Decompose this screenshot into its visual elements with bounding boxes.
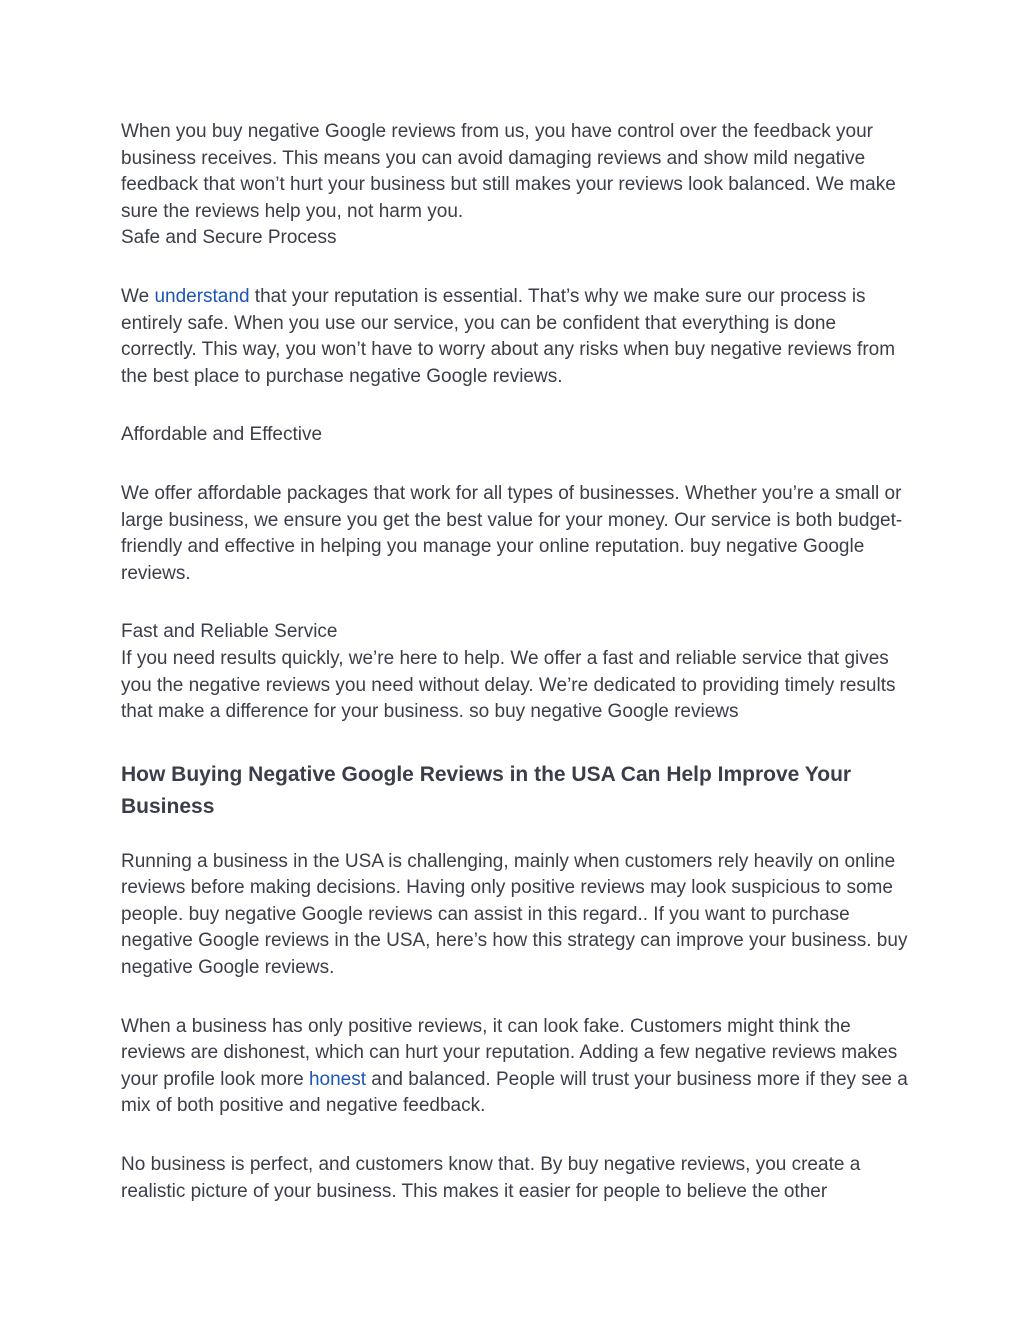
paragraph-text: that your reputation is essential. That’s why we make sure our process is entirely safe. When you use our service, you can be confident that everything is done correctly. This way, you won’t have to worry about any risks when buy negative reviews from the best place to purchase negative Google reviews. (121, 285, 896, 387)
paragraph-safe-process (121, 284, 911, 390)
subheading-affordable: Affordable and Effective (121, 424, 323, 446)
understand-link[interactable]: understand (154, 285, 250, 307)
paragraph-only-positive (121, 1014, 911, 1120)
spacer (121, 823, 911, 849)
paragraph-running-business: Running a business in the USA is challenging, mainly when customers rely heavily on online reviews before making decisions. Having only positive reviews may look suspicious to some people. buy negative Google reviews can assist in this regard.. If you want to purchase negative Google reviews in the USA, here’s how this strategy can improve your business. buy negative Google reviews. (121, 850, 908, 979)
paragraph-text: When a business has only positive reviews, it can look fake. Customers might think the reviews are dishonest, which can hurt your reputation. Adding a few negative reviews makes your profile look more (121, 1015, 898, 1090)
paragraph-text: and balanced. People will trust your business more if they see a mix of both positive and negative feedback. (121, 1068, 908, 1117)
subheading-safe-secure: Safe and Secure Process (121, 227, 337, 249)
paragraph-affordable: We offer affordable packages that work for all types of businesses. Whether you’re a small or large business, we ensure you get the best value for your money. Our service is both budget-friendly and effective in helping you manage your online reputation. buy negative Google reviews. (121, 482, 903, 584)
subheading-fast-reliable: Fast and Reliable Service (121, 621, 338, 643)
paragraph-fast-reliable: If you need results quickly, we’re here to help. We offer a fast and reliable service that gives you the negative reviews you need without delay. We’re dedicated to providing timely results that make a difference for your business. so buy negative Google reviews (121, 647, 896, 723)
spacer (121, 449, 911, 481)
honest-link[interactable]: honest (308, 1068, 367, 1090)
document-page (121, 119, 911, 1205)
spacer (121, 587, 911, 619)
paragraph-text: We (121, 285, 155, 307)
spacer (121, 390, 911, 422)
spacer (121, 1120, 911, 1152)
paragraph-no-business-perfect: No business is perfect, and customers know that. By buy negative reviews, you create a realistic picture of your business. This makes it easier for people to believe the other (121, 1154, 861, 1202)
spacer (121, 982, 911, 1014)
section-heading: How Buying Negative Google Reviews in the USA Can Help Improve Your Business (121, 762, 852, 818)
paragraph-control-feedback: When you buy negative Google reviews from us, you have control over the feedback your business receives. This means you can avoid damaging reviews and show mild negative feedback that won’t hurt your business but still makes your reviews look balanced. We make sure the reviews help you, not harm you. (121, 121, 896, 222)
spacer (121, 252, 911, 284)
spacer (121, 726, 911, 759)
